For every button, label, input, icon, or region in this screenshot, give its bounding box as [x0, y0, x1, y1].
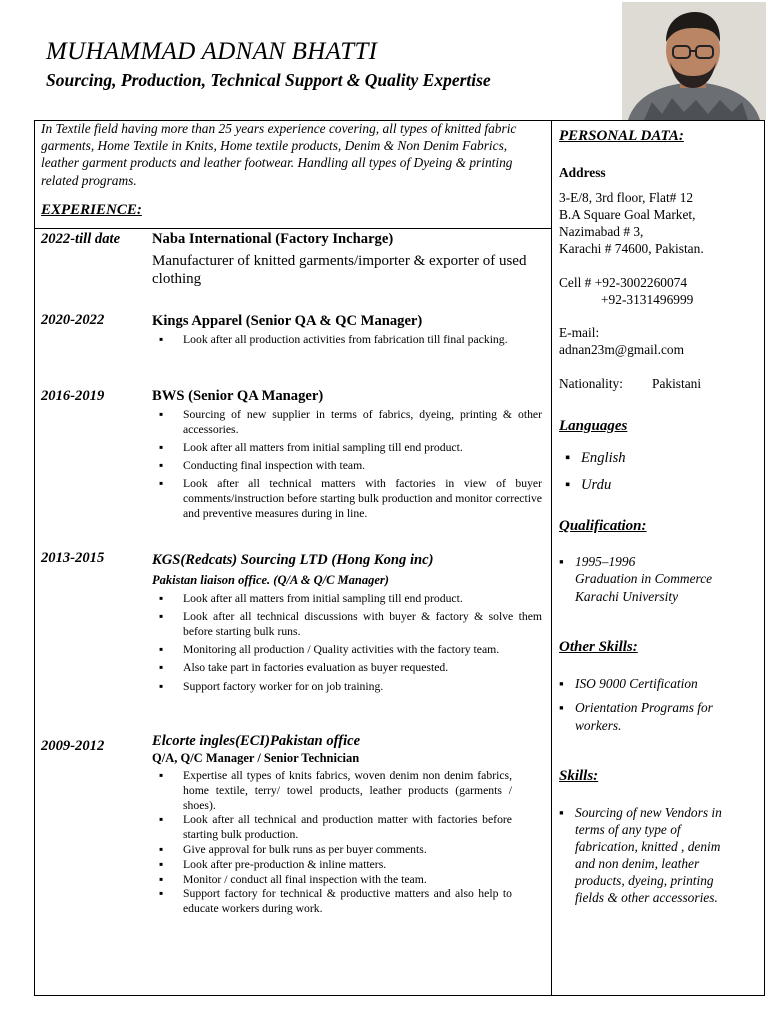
job-company: Naba International (Factory Incharge): [152, 231, 394, 247]
languages-list: [565, 445, 626, 499]
list-item: ▪ Sourcing of new Vendors in terms of any type of fabrication, knitted , denim and non denim, leather products, dyeing, printing fields & other accessories.: [559, 804, 739, 907]
qualification-list: [559, 553, 712, 605]
address-label: Address: [559, 165, 606, 180]
qualification-degree: Graduation in Commerce: [575, 571, 713, 587]
list-item: ▪ Look after pre-production & inline matters.: [152, 858, 512, 873]
job-duties: [152, 769, 512, 917]
email-label: E-mail:: [559, 325, 600, 340]
profile-photo: [622, 2, 766, 120]
list-item: ▪ Look after all production activities from fabrication till final packing.: [152, 333, 542, 348]
job-period: 2013-2015: [41, 550, 105, 566]
list-item: [559, 553, 712, 605]
list-item: ▪ ISO 9000 Certification: [559, 675, 751, 692]
list-item: ▪ Look after all matters from initial sampling till end product.: [152, 441, 542, 456]
list-item: ▪ Give approval for bulk runs as per buyer comments.: [152, 843, 512, 858]
list-item: ▪ Look after all matters from initial sampling till end product.: [152, 592, 542, 607]
qualification-heading: Qualification:: [559, 518, 647, 534]
nationality-label: Nationality:: [559, 376, 623, 391]
job-period: 2009-2012: [41, 738, 105, 754]
list-item: ▪ Look after all technical and production matter with factories before starting bulk production.: [152, 813, 512, 843]
list-item: ▪ Monitoring all production / Quality activities with the factory team.: [152, 643, 542, 658]
list-item: ▪ Orientation Programs for workers.: [559, 699, 751, 734]
languages-heading: Languages: [559, 418, 628, 434]
job-duties: [152, 408, 542, 525]
cell-number: Cell # +92-3002260074: [559, 275, 688, 290]
qualification-years: ▪ 1995–1996: [575, 554, 636, 569]
other-skills-list: [559, 675, 751, 734]
resume-subtitle: Sourcing, Production, Technical Support & Quality Expertise: [46, 70, 491, 90]
list-item: ▪ Expertise all types of knits fabrics, woven denim non denim fabrics, home textile, terry/ towel products, leather products (garments / shoes).: [152, 769, 512, 813]
list-item: ▪ Look after all technical matters with factories in view of buyer comments/instruction before starting bulk production and monitor corrective and preventive measures during in line.: [152, 477, 542, 521]
job-duties: [152, 333, 542, 351]
address-line: Nazimabad # 3,: [559, 224, 644, 239]
list-item: ▪ Conducting final inspection with team.: [152, 459, 542, 474]
skills-heading: Skills:: [559, 768, 599, 784]
job-period: 2022-till date: [41, 231, 121, 247]
list-item: ▪ Monitor / conduct all final inspection with the team.: [152, 873, 512, 888]
list-item: ▪ Urdu: [565, 472, 626, 499]
experience-divider: [34, 228, 552, 229]
skills-list: [559, 804, 739, 907]
job-company: Kings Apparel (Senior QA & QC Manager): [152, 313, 423, 329]
list-item: ▪ Support factory worker for on job training.: [152, 680, 542, 695]
list-item: ▪ Also take part in factories evaluation as buyer requested.: [152, 661, 542, 676]
nationality-value: Pakistani: [652, 376, 702, 391]
list-item: ▪ Sourcing of new supplier in terms of fabrics, dyeing, printing & other accessories.: [152, 408, 542, 438]
job-period: 2020-2022: [41, 312, 105, 328]
job-company: Elcorte ingles(ECI)Pakistan office: [152, 733, 361, 749]
address-line: 3-E/8, 3rd floor, Flat# 12: [559, 190, 694, 205]
email-address: adnan23m@gmail.com: [559, 342, 685, 357]
job-company: BWS (Senior QA Manager): [152, 388, 324, 404]
qualification-institution: Karachi University: [575, 588, 679, 604]
address-line: B.A Square Goal Market,: [559, 207, 696, 222]
column-divider: [551, 120, 552, 996]
other-skills-heading: Other Skills:: [559, 639, 638, 655]
profile-summary: In Textile field having more than 25 years experience covering, all types of knitted fabric garments, Home Textile in Knits, Home textile products, Denim & Non Denim Fabrics, leather garment products and leather footwear. Handling all types of Dyeing & printing related programs.: [41, 121, 517, 188]
job-description: Manufacturer of knitted garments/importer & exporter of used clothing: [152, 253, 527, 287]
job-role: Pakistan liaison office. (Q/A & Q/C Manager): [152, 573, 389, 587]
job-period: 2016-2019: [41, 388, 105, 404]
job-company: KGS(Redcats) Sourcing LTD (Hong Kong inc): [152, 552, 434, 568]
cell-number-alt: +92-3131496999: [601, 292, 694, 307]
job-duties: [152, 592, 542, 698]
list-item: ▪ Support factory for technical & productive matters and also help to educate workers during work.: [152, 887, 512, 917]
personal-data-heading: PERSONAL DATA:: [559, 128, 684, 144]
experience-heading: EXPERIENCE:: [41, 202, 142, 218]
resume-name: MUHAMMAD ADNAN BHATTI: [46, 38, 378, 65]
address-line: Karachi # 74600, Pakistan.: [559, 241, 704, 256]
list-item: ▪ Look after all technical discussions with buyer & factory & solve them before starting bulk runs.: [152, 610, 542, 640]
job-role: Q/A, Q/C Manager / Senior Technician: [152, 751, 360, 765]
list-item: ▪ English: [565, 445, 626, 472]
